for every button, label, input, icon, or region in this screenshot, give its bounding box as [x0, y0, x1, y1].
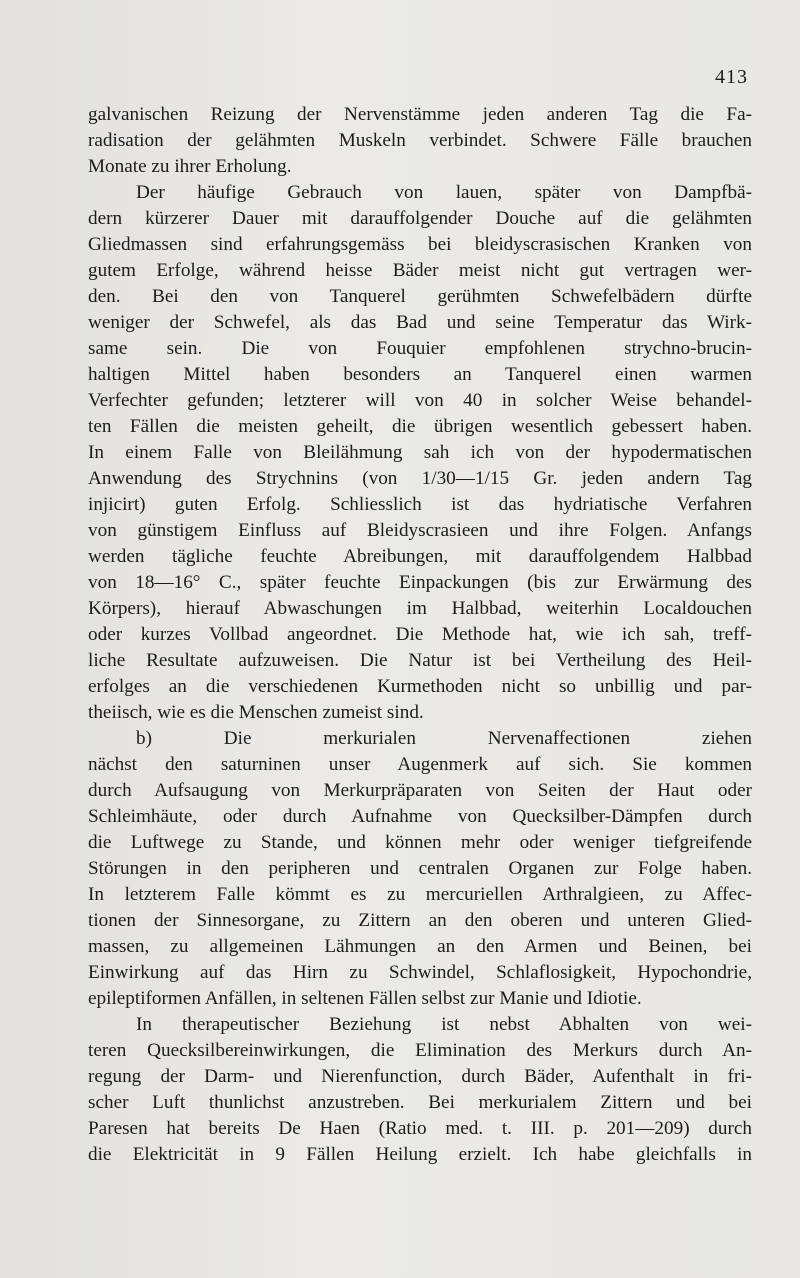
text-line: ten Fällen die meisten geheilt, die übrigen wesentlich gebessert haben. — [88, 416, 752, 437]
text-line: galvanischen Reizung der Nervenstämme jeden anderen Tag die Fa- — [88, 104, 752, 125]
text-line: massen, zu allgemeinen Lähmungen an den Armen und Beinen, bei — [88, 936, 752, 957]
text-line: tionen der Sinnesorgane, zu Zittern an den oberen und unteren Glied- — [88, 910, 752, 931]
text-line: haltigen Mittel haben besonders an Tanquerel einen warmen — [88, 364, 752, 385]
text-line: oder kurzes Vollbad angeordnet. Die Methode hat, wie ich sah, treff- — [88, 624, 752, 645]
text-line: Monate zu ihrer Erholung. — [88, 156, 292, 177]
text-line: dern kürzerer Dauer mit darauffolgender Douche auf die gelähmten — [88, 208, 752, 229]
text-line: teren Quecksilbereinwirkungen, die Elimination des Merkurs durch An- — [88, 1040, 752, 1061]
text-line: Der häufige Gebrauch von lauen, später von Dampfbä- — [136, 182, 752, 203]
text-line: b) Die merkurialen Nervenaffectionen ziehen — [136, 728, 752, 749]
text-line: Körpers), hierauf Abwaschungen im Halbbad, weiterhin Localdouchen — [88, 598, 752, 619]
text-line: werden tägliche feuchte Abreibungen, mit darauffolgendem Halbbad — [88, 546, 752, 567]
text-line: scher Luft thunlichst anzustreben. Bei merkurialem Zittern und bei — [88, 1092, 752, 1113]
text-line: Schleimhäute, oder durch Aufnahme von Quecksilber-Dämpfen durch — [88, 806, 752, 827]
text-line: same sein. Die von Fouquier empfohlenen strychno-brucin- — [88, 338, 752, 359]
text-line: den. Bei den von Tanquerel gerühmten Schwefelbädern dürfte — [88, 286, 752, 307]
body-text — [88, 102, 752, 1168]
text-line: In einem Falle von Bleilähmung sah ich von der hypodermatischen — [88, 442, 752, 463]
text-line: von 18—16° C., später feuchte Einpackungen (bis zur Erwärmung des — [88, 572, 752, 593]
text-line: von günstigem Einfluss auf Bleidyscrasieen und ihre Folgen. Anfangs — [88, 520, 752, 541]
text-line: theiisch, wie es die Menschen zumeist sind. — [88, 702, 424, 723]
text-line: durch Aufsaugung von Merkurpräparaten von Seiten der Haut oder — [88, 780, 752, 801]
text-line: weniger der Schwefel, als das Bad und seine Temperatur das Wirk- — [88, 312, 752, 333]
text-line: injicirt) guten Erfolg. Schliesslich ist das hydriatische Verfahren — [88, 494, 752, 515]
text-line: regung der Darm- und Nierenfunction, durch Bäder, Aufenthalt in fri- — [88, 1066, 752, 1087]
text-line: Anwendung des Strychnins (von 1/30—1/15 Gr. jeden andern Tag — [88, 468, 752, 489]
page-number: 413 — [715, 66, 748, 88]
text-line: Störungen in den peripheren und centralen Organen zur Folge haben. — [88, 858, 752, 879]
text-line: Einwirkung auf das Hirn zu Schwindel, Schlaflosigkeit, Hypochondrie, — [88, 962, 752, 983]
text-line: epileptiformen Anfällen, in seltenen Fällen selbst zur Manie und Idiotie. — [88, 988, 642, 1009]
text-line: liche Resultate aufzuweisen. Die Natur ist bei Vertheilung des Heil- — [88, 650, 752, 671]
text-line: nächst den saturninen unser Augenmerk auf sich. Sie kommen — [88, 754, 752, 775]
text-line: In letzterem Falle kömmt es zu mercuriellen Arthralgieen, zu Affec- — [88, 884, 752, 905]
text-line: Paresen hat bereits De Haen (Ratio med. t. III. p. 201—209) durch — [88, 1118, 752, 1139]
text-line: erfolges an die verschiedenen Kurmethoden nicht so unbillig und par- — [88, 676, 752, 697]
text-line: gutem Erfolge, während heisse Bäder meist nicht gut vertragen wer- — [88, 260, 752, 281]
text-line: die Luftwege zu Stande, und können mehr oder weniger tiefgreifende — [88, 832, 752, 853]
text-line: In therapeutischer Beziehung ist nebst Abhalten von wei- — [136, 1014, 752, 1035]
text-line: radisation der gelähmten Muskeln verbindet. Schwere Fälle brauchen — [88, 130, 752, 151]
text-line: Gliedmassen sind erfahrungsgemäss bei bleidyscrasischen Kranken von — [88, 234, 752, 255]
text-line: Verfechter gefunden; letzterer will von 40 in solcher Weise behandel- — [88, 390, 752, 411]
text-line: die Elektricität in 9 Fällen Heilung erzielt. Ich habe gleichfalls in — [88, 1144, 752, 1165]
